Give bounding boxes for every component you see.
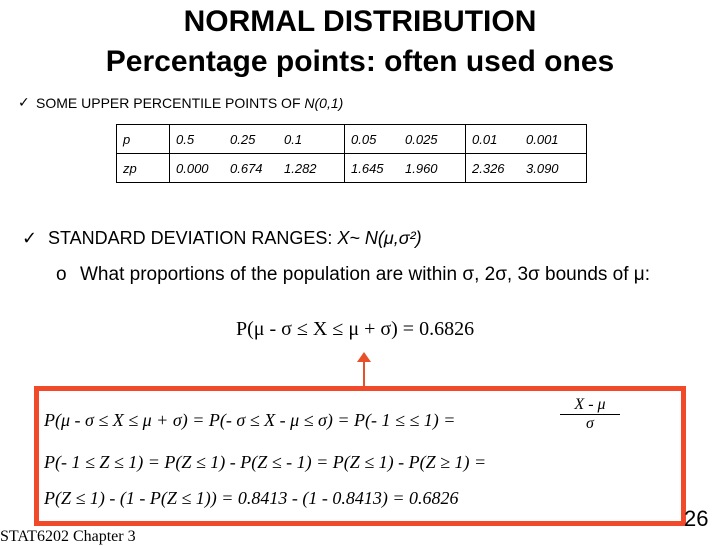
bullet-percentile-dist: N(0,1) — [304, 95, 344, 111]
derivation-line-2: P(- 1 ≤ Z ≤ 1) = P(Z ≤ 1) - P(Z ≤ - 1) = P(Z ≤ 1) - P(Z ≥ 1) = — [44, 452, 487, 472]
fraction-denominator: σ — [586, 415, 594, 432]
derivation-line-3: P(Z ≤ 1) - (1 - P(Z ≤ 1)) = 0.8413 - (1 - 0.8413) = 0.6826 — [44, 488, 459, 508]
table-cell — [170, 154, 345, 183]
table-cell — [466, 154, 587, 183]
sub-bullet-text: What proportions of the population are within σ, 2σ, 3σ bounds of μ: — [80, 264, 651, 285]
derivation-line-1: P(μ - σ ≤ X ≤ μ + σ) = P(- σ ≤ X - μ ≤ σ) = P(- 1 ≤ ≤ 1) = — [44, 410, 456, 430]
table-row — [117, 125, 587, 154]
p-value: 0.05 — [351, 131, 377, 147]
bullet-percentile-label: SOME UPPER PERCENTILE POINTS OF — [36, 95, 301, 111]
p-value: 0.25 — [230, 131, 256, 147]
z-value: 0.674 — [230, 160, 263, 176]
checkmark-icon: ✓ — [18, 95, 30, 111]
z-value: 3.090 — [526, 160, 559, 176]
footer-text: STAT6202 Chapter 3 — [0, 528, 136, 545]
arrow-line — [363, 358, 365, 388]
table-cell — [345, 125, 466, 154]
fraction-numerator: X - μ — [560, 396, 620, 415]
standardize-fraction — [560, 396, 620, 433]
p-value: 0.5 — [176, 131, 195, 147]
slide-title-line2: Percentage points: often used ones — [105, 45, 615, 78]
p-value: 0.1 — [284, 131, 303, 147]
table-row — [117, 154, 587, 183]
page-number: 26 — [684, 506, 709, 531]
checkmark-icon: ✓ — [22, 228, 38, 249]
bullet-sd-dist: X~ N(μ,σ²) — [337, 228, 422, 248]
z-value: 0.000 — [176, 160, 209, 176]
z-value: 1.960 — [405, 160, 438, 176]
z-value: 2.326 — [472, 160, 505, 176]
slide-title-line1: NORMAL DISTRIBUTION — [183, 5, 537, 38]
circle-bullet-icon: o — [56, 264, 67, 285]
p-value: 0.001 — [526, 131, 559, 147]
table-row-label-z: zp — [117, 154, 170, 183]
table-cell — [345, 154, 466, 183]
percentile-table — [116, 124, 587, 183]
p-value: 0.01 — [472, 131, 498, 147]
p-value: 0.025 — [405, 131, 438, 147]
main-equation: P(μ - σ ≤ X ≤ μ + σ) = 0.6826 — [236, 318, 475, 340]
z-value: 1.282 — [284, 160, 317, 176]
table-cell — [466, 125, 587, 154]
bullet-sd-label: STANDARD DEVIATION RANGES: — [48, 228, 333, 248]
table-row-label-p: p — [117, 125, 170, 154]
z-value: 1.645 — [351, 160, 384, 176]
table-cell — [170, 125, 345, 154]
